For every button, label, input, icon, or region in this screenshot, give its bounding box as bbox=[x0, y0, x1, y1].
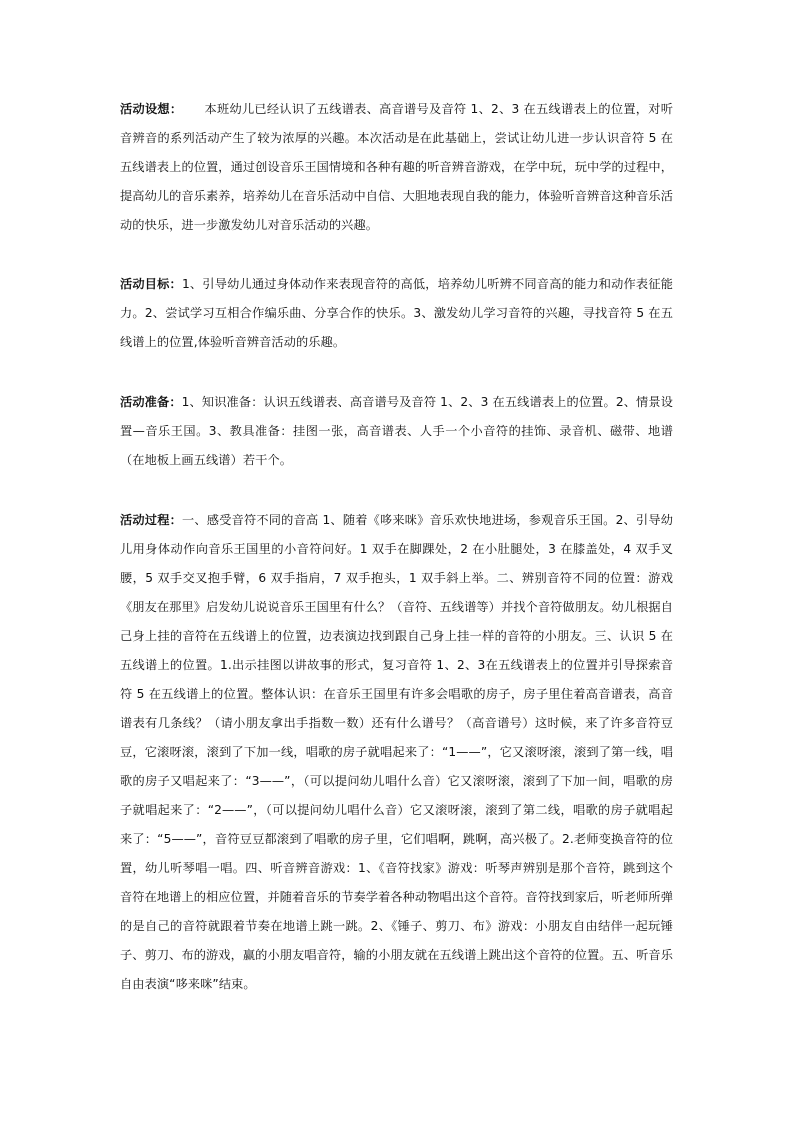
section-label-goal: 活动目标： bbox=[120, 277, 182, 291]
section-activity-process bbox=[120, 506, 673, 999]
section-text-design: 本班幼儿已经认识了五线谱表、高音谱号及音符 1、2、3 在五线谱表上的位置，对听音辨音的系列活动产生了较为浓厚的兴趣。本次活动是在此基础上，尝试让幼儿进一步认识音符 5 在五线谱表上的位置，通过创设音乐王国情境和各种有趣的听音辨音游戏，在学中玩，玩中学的过程中，提高幼儿的音乐素养，培养幼儿在音乐活动中自信、大胆地表现自我的能力，体验听音辨音这种音乐活动的快乐，进一步激发幼儿对音乐活动的兴趣。 bbox=[120, 102, 674, 232]
section-activity-design bbox=[120, 95, 673, 240]
section-text-prep: 1、知识准备：认识五线谱表、高音谱号及音符 1、2、3 在五线谱表上的位置。2、情景设置—音乐王国。3、教具准备：挂图一张，高音谱表、人手一个小音符的挂饰、录音机、磁带、地谱（在地板上画五线谱）若干个。 bbox=[120, 395, 673, 467]
section-text-process: 一、感受音符不同的音高 1、随着《哆来咪》音乐欢快地进场，参观音乐王国。2、引导幼儿用身体动作向音乐王国里的小音符问好。1 双手在脚踝处，2 在小肚腿处，3 在膝盖处，4 双手叉腰，5 双手交叉抱手臂，6 双手指肩，7 双手抱头，1 双手斜上举。二、辨别音符不同的位置：游戏《朋友在那里》启发幼儿说说音乐王国里有什么？（音符、五线谱等）并找个音符做朋友。幼儿根据自己身上挂的音符在五线谱上的位置，边表演边找到跟自己身上挂一样的音符的小朋友。三、认识 5 在五线谱上的位置。1.出示挂图以讲故事的形式，复习音符 1、2、3在五线谱表上的位置并引导探索音符 5 在五线谱上的位置。整体认识：在音乐王国里有许多会唱歌的房子，房子里住着高音谱表，高音谱表有几条线？（请小朋友拿出手指数一数）还有什么谱号？（高音谱号）这时候，来了许多音符豆豆，它滚呀滚，滚到了下加一线，唱歌的房子就唱起来了：“1——”，它又滚呀滚，滚到了第一线，唱歌的房子又唱起来了：“3——”，（可以提问幼儿唱什么音）它又滚呀滚，滚到了下加一间，唱歌的房子就唱起来了：“2——”，（可以提问幼儿唱什么音）它又滚呀滚，滚到了第二线，唱歌的房子就唱起来了：“5——”，音符豆豆都滚到了唱歌的房子里，它们唱啊，跳啊，高兴极了。2.老师变换音符的位置，幼儿听琴唱一唱。四、听音辨音游戏：1、《音符找家》游戏：听琴声辨别是那个音符，跳到这个音符在地谱上的相应位置，并随着音乐的节奏学着各种动物唱出这个音符。音符找到家后，听老师所弹的是自己的音符就跟着节奏在地谱上跳一跳。2、《锤子、剪刀、布》游戏：小朋友自由结伴一起玩锤子、剪刀、布的游戏，赢的小朋友唱音符，输的小朋友就在五线谱上跳出这个音符的位置。五、听音乐自由表演“哆来咪”结束。 bbox=[120, 513, 674, 991]
section-activity-goal bbox=[120, 270, 673, 357]
section-label-prep: 活动准备： bbox=[120, 395, 182, 409]
section-text-goal: 1、引导幼儿通过身体动作来表现音符的高低，培养幼儿听辨不同音高的能力和动作表征能力。2、尝试学习互相合作编乐曲、分享合作的快乐。3、激发幼儿学习音符的兴趣，寻找音符 5 在五线谱上的位置,体验听音辨音活动的乐趣。 bbox=[120, 277, 673, 349]
section-activity-preparation bbox=[120, 388, 673, 475]
section-label-process: 活动过程： bbox=[120, 513, 182, 527]
section-label-design: 活动设想： bbox=[120, 102, 183, 116]
